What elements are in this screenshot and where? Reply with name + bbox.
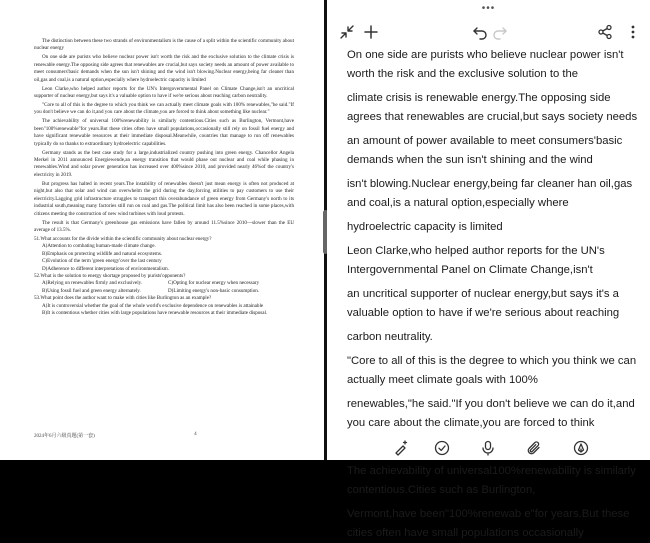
note-line: "Core to all of this is the degree to which you think we can actually meet climate goals with 100% <box>347 355 637 386</box>
question-51: 51.What accounts for the divide within the scientific community about nuclear energy? <box>34 235 212 242</box>
footer-title: 2024年6月六级真题(第一套) <box>34 434 95 439</box>
doc-paragraph: Leon Clarke,who helped author reports for the UN's Intergovernmental Panel on Climate Change,isn't an uncritical supporter of nuclear energy,but says it's a valuable option to have if we're serious about reaching carbon neutrality. <box>34 85 294 100</box>
question-52-option: B)Using fossil fuel and green energy alternately. <box>42 287 141 294</box>
note-line: isn't blowing.Nuclear energy,being far cleaner han oil,gas and coal,is a natural option,especially where <box>347 178 633 209</box>
doc-paragraph: The result is that Germany's greenhouse gas emissions have fallen by around 11.5%since 2010—slower than the EU average of 13.5%. <box>34 219 294 233</box>
doc-paragraph: But progress has halted in recent years.The instability of renewables doesn't just mean energy is often not produced at night,but also that solar and wind can overwhelm the grid during the day,forcing utilities to pay customers to use their electricity.Lagging grid infrastructure struggles to transport this overabundance of green energy from Germany's north to its industrial south,meaning many factories still run on coal and gas.The political limit has also been reached in some places,with citizens meeting the construction of new wind turbines with loud protests. <box>34 180 294 217</box>
microphone-icon[interactable] <box>480 440 496 456</box>
bottom-toolbar <box>327 436 650 460</box>
note-line: On one side are purists who believe nuclear power isn't worth the risk and the exclusive solution to the <box>347 49 624 80</box>
note-line: The achievability of universal100%renewability is similarly contentious.Cities such as Burlington, <box>347 465 636 496</box>
document-pane[interactable] <box>0 0 324 460</box>
note-line: Leon Clarke,who helped author reports for the UN's Intergovernmental Panel on Climate Change,isn't <box>347 245 605 276</box>
checkmark-circle-icon[interactable] <box>434 440 450 456</box>
handwriting-icon[interactable] <box>573 440 589 456</box>
notes-pane[interactable] <box>327 0 650 539</box>
question-52-option: D)Limiting energy's non-basic consumption. <box>168 287 260 294</box>
paperclip-icon[interactable] <box>526 440 542 456</box>
magic-pen-icon[interactable] <box>393 440 409 456</box>
note-editor[interactable] <box>347 46 640 539</box>
note-line: carbon neutrality. <box>347 331 433 343</box>
note-line: renewables,"he said."If you don't believe we can do it,and you care about the climate,you are forced to think <box>347 398 635 429</box>
note-line: climate crisis is renewable energy.The opposing side agrees that renewables are crucial,but says society needs <box>347 92 638 123</box>
page-number: 4 <box>194 432 197 437</box>
question-52-options-row <box>42 280 294 287</box>
question-53: 53.What point does the author want to make with cities like Burlington as an example? <box>34 295 212 302</box>
question-52-option: A)Relying on renewables firmly and exclusively. <box>42 280 143 287</box>
question-52-option: C)Opting for nuclear energy when necessary <box>168 280 260 287</box>
doc-paragraph: The distinction between these two strands of environmentalism is the cause of a split within the scientific community about nuclear energy <box>34 38 294 52</box>
note-line: an uncritical supporter of nuclear energy,but says it's a valuable option to have if we're serious about reaching <box>347 288 620 319</box>
collapse-icon[interactable] <box>339 24 355 40</box>
share-icon[interactable] <box>597 24 613 40</box>
plus-icon[interactable] <box>363 24 379 40</box>
doc-paragraph: Germany stands as the best case study for a large,industrialized country pushing into green energy. Chancellor Angela Merkel in 2011 announced Energiewende,an energy transition that would phase out nuclear and coal while phasing in renewables.Wind and solar power generation has increased over 400%since 2010, and provided nearly 46%of the country's electricity in 2019. <box>34 149 294 178</box>
redo-icon <box>492 24 508 40</box>
note-line: hydroelectric capacity is limited <box>347 221 503 233</box>
note-line: Vermont,have been"100%renewab e"for years.But these cities often have small populations occasionally <box>347 508 630 539</box>
question-51-option: D)Adherence to different interpretations of environmentalism. <box>42 265 169 272</box>
undo-icon[interactable] <box>472 24 488 40</box>
question-52: 52.What is the solution to energy shortage proposed by purists'opponents? <box>34 272 186 279</box>
note-line: an amount of power available to meet consumers'basic demands when the sun isn't shining and the wind <box>347 135 623 166</box>
doc-paragraph: The achievability of universal 100%renewability is similarly contentious.Cities such as Burlington, Vermont,have been"100%renewable"for years.But these cities often have small populations,occasionally still rely on fossil fuel energy and have significant renewable resources at their immediate disposal.Meanwhile, countries that manage to run off renewables typically do so thanks to extraordinary hydroelectric capabilities. <box>34 118 294 147</box>
doc-paragraph: "Core to all of this is the degree to which you think we can actually meet climate goals with 100% renewables,"he said."If you don't believe we can do it,and you care about the climate,you are forced to think about something like nuclear." <box>34 102 294 116</box>
question-51-option: C)Evolution of the term 'green energy'over the last century <box>42 258 162 265</box>
doc-footer <box>34 432 296 439</box>
more-vertical-icon[interactable] <box>625 24 641 40</box>
question-51-option: A)Attention to combating human-made climate change. <box>42 243 156 250</box>
doc-paragraph: On one side are purists who believe nuclear power isn't worth the risk and the exclusive solution to the climate crisis is renewable energy.The opposing side agrees that renewables are crucial,but says society needs an amount of power available to meet consumers'basic demands when the sun isn't shining and the wind isn't blowing.Nuclear energy,being far cleaner than oil,gas and coal,is a natural option,especially where hydroelectric capacity is limited <box>34 54 294 83</box>
question-53-option: A)It is controversial whether the goal of the whole world's exclusive dependence on renewables is attainable <box>42 302 264 309</box>
exam-document <box>34 38 294 317</box>
question-53-option: B)It is contentious whether cities with large populations have renewable resources at their immediate disposal. <box>42 309 268 316</box>
question-51-option: B)Emphasis on protecting wildlife and natural ecosystems. <box>42 250 163 257</box>
window-handle-dots[interactable]: ••• <box>481 3 496 14</box>
question-52-options-row <box>42 288 294 295</box>
